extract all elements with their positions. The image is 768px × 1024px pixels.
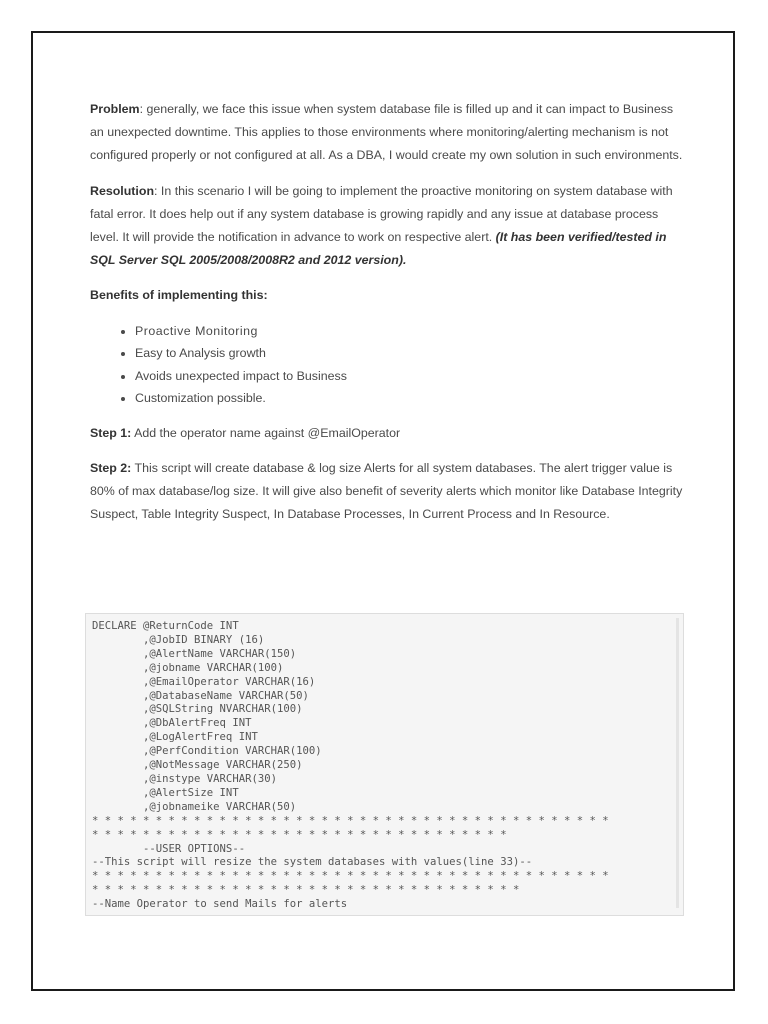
code-line: DECLARE @ReturnCode INT (92, 620, 239, 632)
code-line: ,@jobname VARCHAR(100) (92, 661, 284, 674)
code-line: ,@NotMessage VARCHAR(250) (92, 759, 303, 772)
code-line: ,@JobID BINARY (16) (92, 633, 265, 646)
benefits-heading: Benefits of implementing this: (90, 288, 268, 303)
code-block[interactable] (85, 613, 684, 916)
code-line: ,@instype VARCHAR(30) (92, 772, 277, 785)
resolution-note: (It has been verified/tested in SQL Server SQL 2005/2008/2008R2 and 2012 version). (90, 230, 667, 268)
step1-paragraph (90, 422, 686, 445)
benefits-list (90, 320, 686, 410)
step2-label: Step 2: (90, 460, 132, 475)
code-line: ,@AlertName VARCHAR(150) (92, 647, 297, 660)
list-item: • Customization possible. (135, 387, 686, 410)
step1-text: Add the operator name against @EmailOperator (131, 425, 401, 440)
code-line: ,@LogAlertFreq INT (92, 731, 258, 744)
step1-label: Step 1: (90, 425, 132, 440)
code-line: ,@PerfCondition VARCHAR(100) (92, 745, 322, 758)
problem-paragraph (90, 98, 686, 168)
code-line: * * * * * * * * * * * * * * * * * * * * * * * * * * * * * * * * * * * * * * * * * (92, 870, 609, 883)
code-line: --USER OPTIONS-- (92, 842, 246, 855)
code-scrollbar[interactable] (676, 618, 679, 908)
code-line: ,@DbAlertFreq INT (92, 717, 252, 730)
resolution-paragraph (90, 180, 686, 273)
code-line: * * * * * * * * * * * * * * * * * * * * * * * * * * * * * * * * * * * * * * * * * (92, 814, 609, 827)
code-line: ,@AlertSize INT (92, 786, 239, 799)
list-item: • Easy to Analysis growth (135, 342, 686, 365)
code-listing (86, 614, 683, 912)
code-line: ,@SQLString NVARCHAR(100) (92, 703, 303, 716)
article-content (90, 98, 686, 538)
code-line: --This script will resize the system databases with values(line 33)-- (92, 856, 533, 869)
problem-text: : generally, we face this issue when system database file is filled up and it can impact to Business an unexpected downtime. This applies to those environments where monitoring/alerting mechanism is not configured properly or not configured at all. As a DBA, I would create my own solution in such environments. (90, 102, 683, 163)
code-line: ,@jobnameike VARCHAR(50) (92, 800, 297, 813)
list-item: • Proactive Monitoring (135, 320, 686, 343)
step2-text: This script will create database & log size Alerts for all system databases. The alert trigger value is 80% of max database/log size. It will give also benefit of severity alerts which monitor like Database Integrity Suspect, Table Integrity Suspect, In Database Processes, In Current Process and In Resource. (90, 460, 683, 522)
code-line: ,@DatabaseName VARCHAR(50) (92, 689, 309, 702)
problem-label: Problem (90, 102, 140, 116)
step2-paragraph (90, 457, 686, 527)
code-line: * * * * * * * * * * * * * * * * * * * * * * * * * * * * * * * * * (92, 828, 507, 841)
code-line: * * * * * * * * * * * * * * * * * * * * * * * * * * * * * * * * * * (92, 884, 520, 897)
resolution-text: : In this scenario I will be going to implement the proactive monitoring on system database with fatal error. It does help out if any system database is growing rapidly and any issue at database process level. It will provide the notification in advance to work on respective alert. (90, 183, 673, 245)
code-line: --Name Operator to send Mails for alerts (92, 898, 348, 911)
code-line: ,@EmailOperator VARCHAR(16) (92, 675, 316, 688)
resolution-label: Resolution (90, 183, 155, 198)
list-item: • Avoids unexpected impact to Business (135, 365, 686, 388)
